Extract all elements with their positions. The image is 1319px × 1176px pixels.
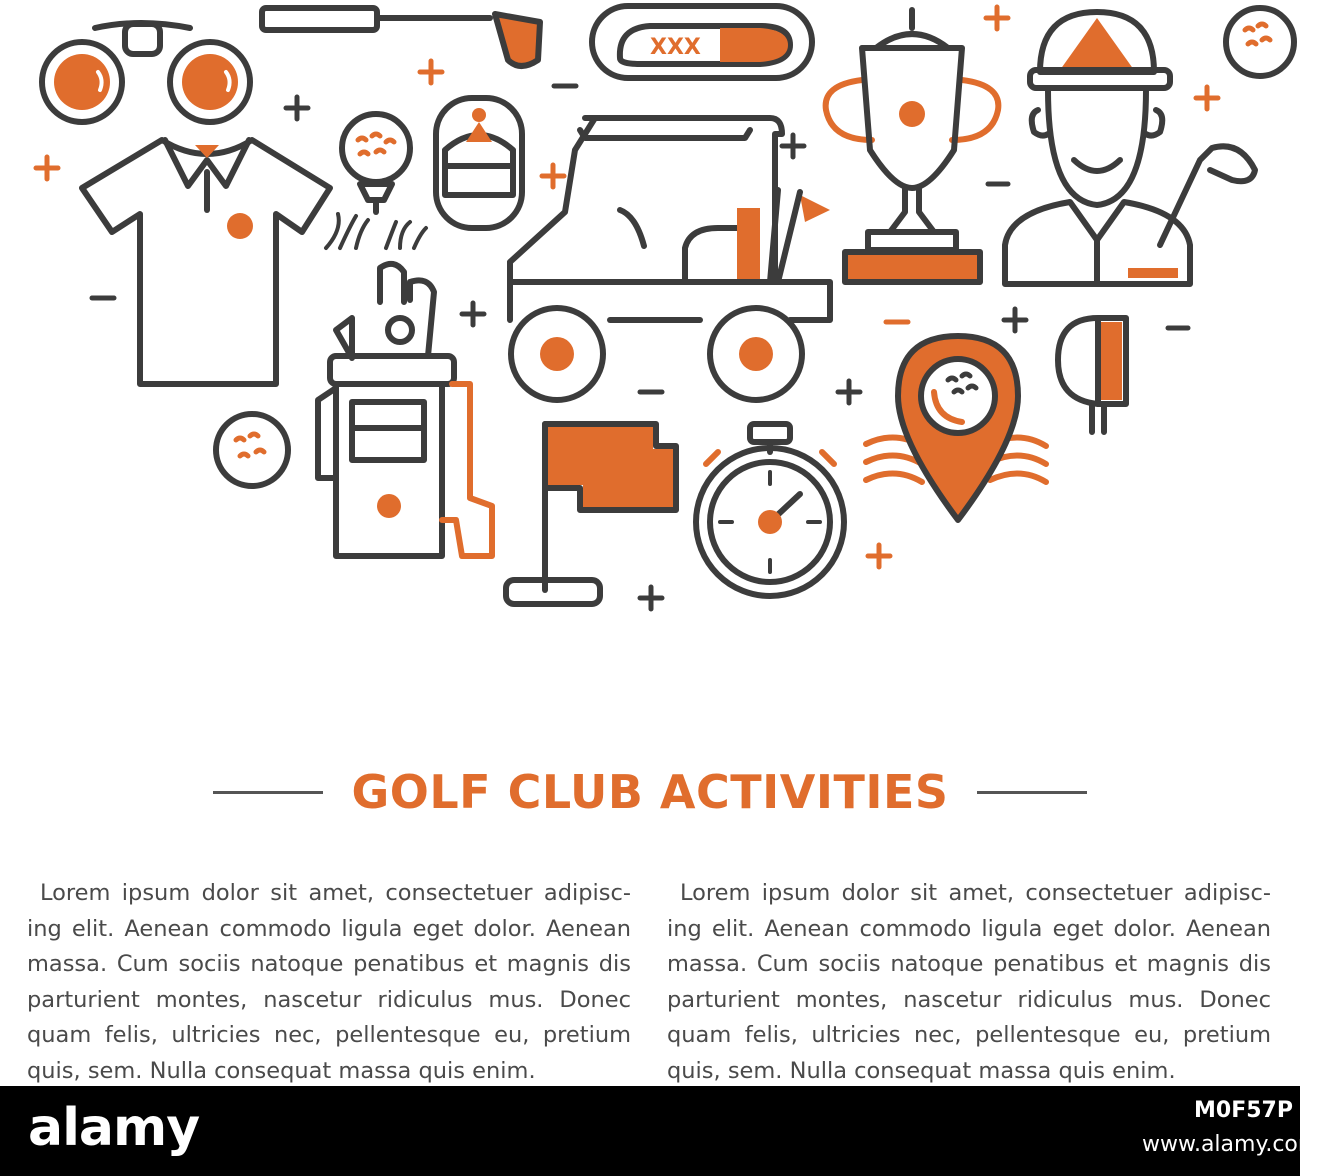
golf-ball-icon [216, 414, 288, 486]
title-rule-left [213, 791, 323, 794]
location-pin-icon [866, 336, 1046, 520]
paragraph-right: Lorem ipsum dolor sit amet, consectetuer adipisc-ing elit. Aenean commodo ligula eget dolor. Aenean massa. Cum sociis natoque penatibus et magnis dis parturient montes, nascetur ridiculus mus. Donec quam felis, ultricies nec, pellentesque eu, pretium quis, sem. Nulla consequat massa quis enim. [667, 880, 1271, 1084]
golf-ball-icon [1226, 8, 1294, 76]
flag-icon [506, 424, 676, 604]
title-row [0, 752, 1300, 832]
golf-club-icon [262, 8, 540, 66]
title-rule-right [977, 791, 1087, 794]
svg-text:XXX: XXX [650, 35, 701, 60]
golf-glove-icon [436, 98, 522, 228]
text-column-left [27, 876, 631, 1089]
paragraph-left: Lorem ipsum dolor sit amet, consectetuer adipisc-ing elit. Aenean commodo ligula eget dolor. Aenean massa. Cum sociis natoque penatibus et magnis dis parturient montes, nascetur ridiculus mus. Donec quam felis, ultricies nec, pellentesque eu, pretium quis, sem. Nulla consequat massa quis enim. [27, 880, 631, 1084]
golf-bag-icon [318, 264, 492, 556]
image-id: M0F57P [1194, 1098, 1293, 1123]
binoculars-icon [42, 23, 250, 122]
putter-head-icon [1058, 318, 1126, 432]
ball-on-tee-icon [326, 114, 426, 248]
polo-shirt-icon [82, 140, 330, 384]
golf-shoe-icon [592, 6, 812, 78]
text-column-right [667, 876, 1271, 1089]
stopwatch-icon [696, 424, 844, 596]
golfer-icon [1005, 12, 1255, 284]
watermark-url: www.alamy.com [1142, 1132, 1319, 1157]
watermark-logo: alamy [28, 1098, 200, 1158]
golf-cart-icon [510, 118, 830, 400]
trophy-icon [826, 10, 999, 282]
page-title: GOLF CLUB ACTIVITIES [351, 765, 949, 819]
